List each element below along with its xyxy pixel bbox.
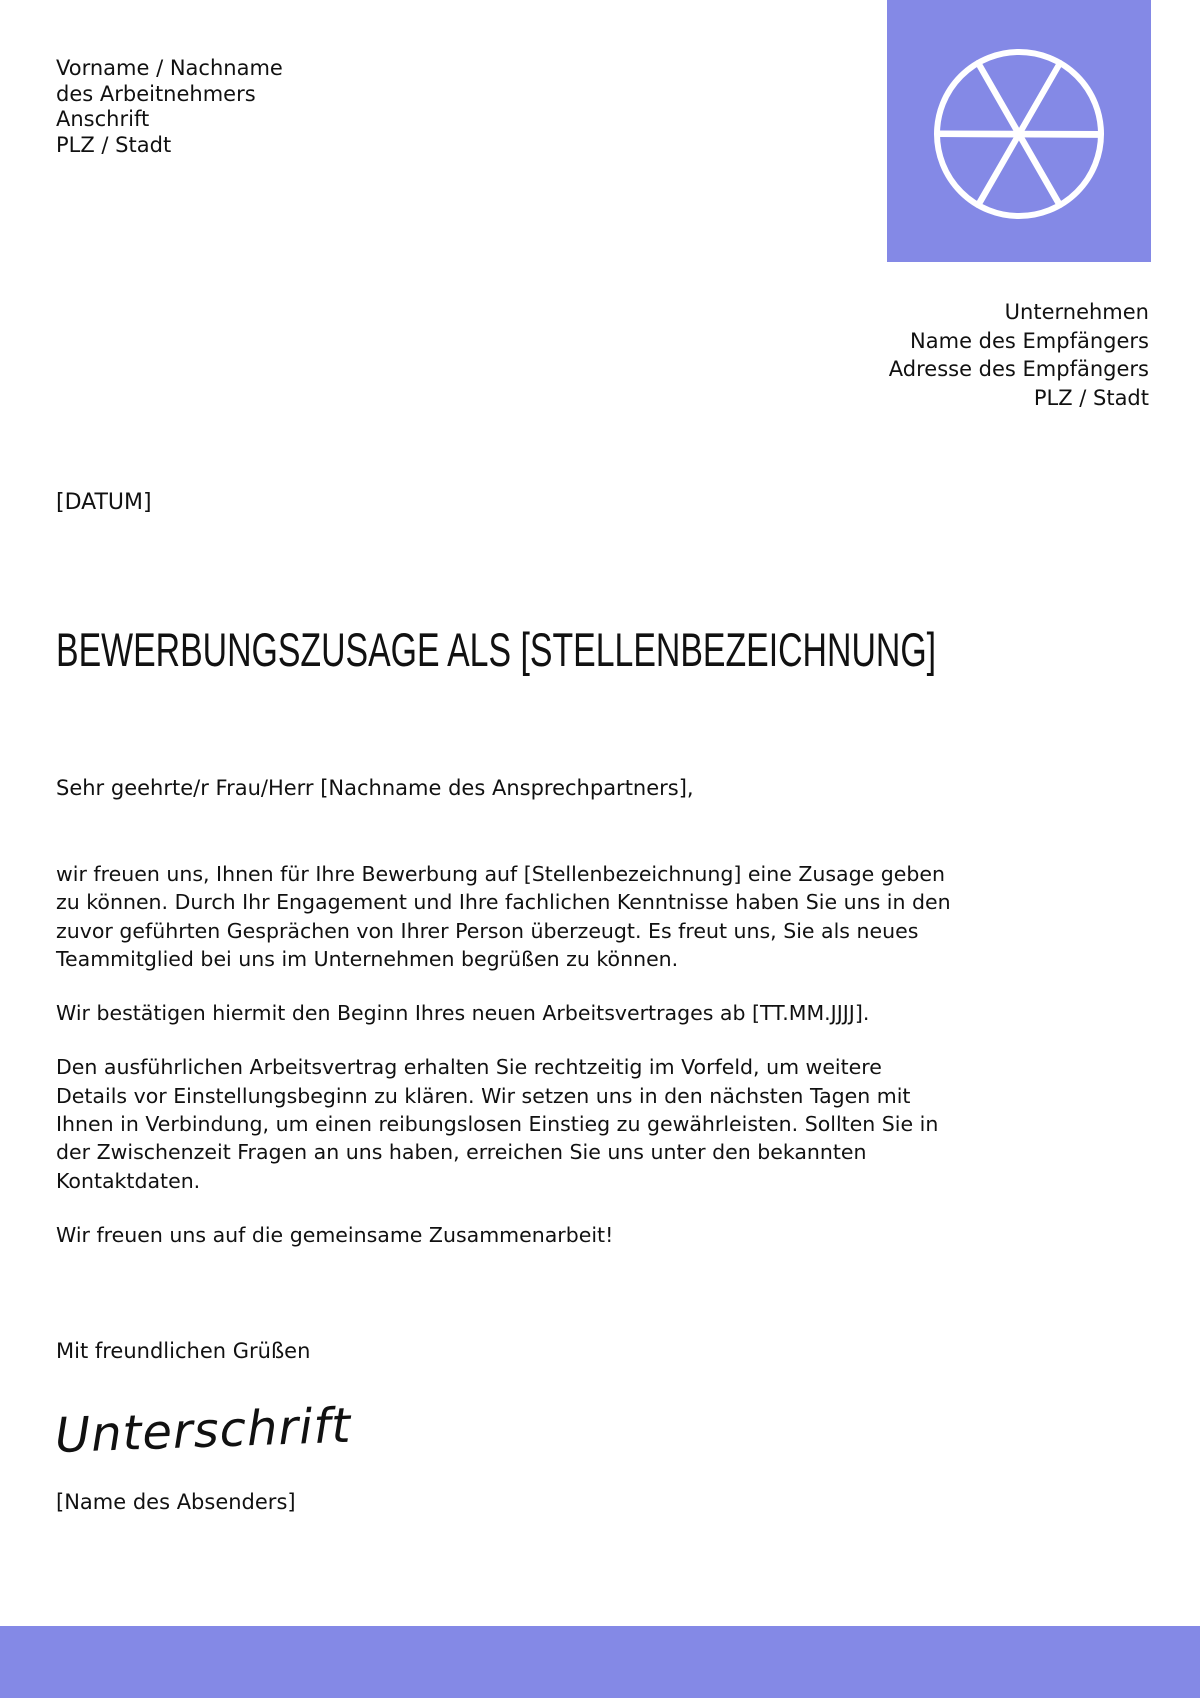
body-paragraph: Wir freuen uns auf die gemeinsame Zusammenarbeit!	[56, 1222, 614, 1247]
recipient-line-name: Name des Empfängers	[910, 328, 1149, 353]
salutation: Sehr geehrte/r Frau/Herr [Nachname des Ansprechpartners],	[56, 776, 694, 800]
letter-date: [DATUM]	[56, 490, 152, 515]
letter-title: BEWERBUNGSZUSAGE ALS [STELLENBEZEICHNUNG]	[56, 623, 937, 676]
recipient-address	[889, 298, 1149, 412]
logo	[887, 0, 1151, 262]
sender-name: [Name des Absenders]	[56, 1490, 296, 1514]
recipient-line-city: PLZ / Stadt	[1033, 385, 1149, 410]
camera-aperture-icon	[887, 0, 1151, 262]
signature: Unterschrift	[54, 1397, 353, 1464]
sender-line-name: Vorname / Nachname	[56, 56, 283, 80]
recipient-line-address: Adresse des Empfängers	[888, 357, 1149, 381]
sender-address	[56, 56, 283, 158]
sender-line-city: PLZ / Stadt	[56, 132, 172, 157]
body-paragraph: wir freuen uns, Ihnen für Ihre Bewerbung auf [Stellenbezeichnung] eine Zusage geben zu können. Durch Ihr Engagement und Ihre fachlichen Kenntnisse haben Sie uns in den zuvor geführten Gesprächen von Ihrer Person überzeugt. Es freut uns, Sie als neues Teammitglied bei uns im Unternehmen begrüßen zu können.	[56, 862, 951, 971]
body-paragraph: Wir bestätigen hiermit den Beginn Ihres neuen Arbeitsvertrages ab [TT.MM.JJJJ].	[56, 1001, 870, 1026]
body-paragraph: Den ausführlichen Arbeitsvertrag erhalten Sie rechtzeitig im Vorfeld, um weitere Details vor Einstellungsbeginn zu klären. Wir setzen uns in den nächsten Tagen mit Ihnen in Verbindung, um einen reibungslosen Einstieg zu gewährleisten. Sollten Sie in der Zwischenzeit Fragen an uns haben, erreichen Sie uns unter den bekannten Kontaktdaten.	[56, 1055, 939, 1193]
footer-bar	[0, 1626, 1200, 1698]
sender-line-address: Anschrift	[56, 107, 150, 131]
sender-line-role: des Arbeitnehmers	[56, 81, 256, 106]
closing: Mit freundlichen Grüßen	[56, 1339, 311, 1363]
recipient-line-company: Unternehmen	[1004, 300, 1149, 324]
letter-body	[56, 860, 956, 1275]
